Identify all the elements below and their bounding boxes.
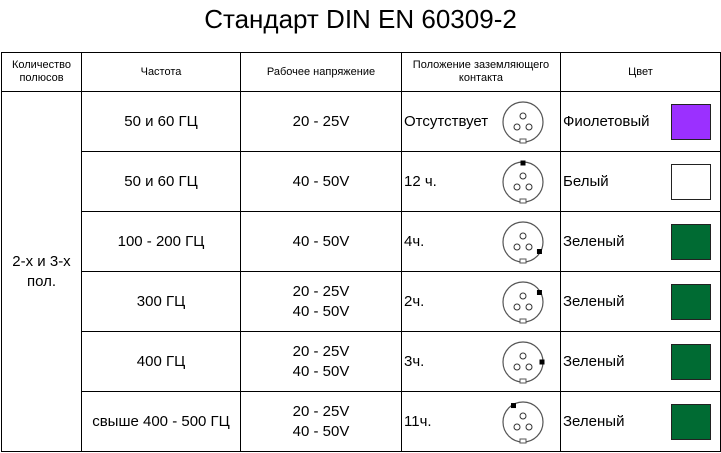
socket-2h-icon — [500, 279, 546, 325]
poles-cell: 2-х и 3-х пол. — [2, 92, 82, 452]
socket-4h-icon — [500, 219, 546, 265]
voltage-cell — [241, 392, 402, 452]
table-row — [2, 92, 721, 152]
color-name: Зеленый — [563, 292, 625, 310]
ground-position-text: 11ч. — [404, 412, 432, 430]
frequency-cell: 300 ГЦ — [82, 272, 241, 332]
color-name: Зеленый — [563, 412, 625, 430]
standard-table — [1, 52, 721, 452]
voltage-value: 20 - 25V — [292, 402, 350, 420]
table-row — [2, 272, 721, 332]
socket-3h-icon — [500, 339, 546, 385]
ground-position-cell — [402, 332, 561, 392]
ground-position-text: Отсутствует — [404, 112, 489, 130]
color-cell — [561, 272, 721, 332]
color-cell — [561, 152, 721, 212]
color-swatch — [671, 224, 711, 260]
ground-position-cell — [402, 392, 561, 452]
ground-position-cell — [402, 212, 561, 272]
ground-position-text: 12 ч. — [404, 172, 437, 190]
color-swatch — [671, 344, 711, 380]
voltage-cell — [241, 212, 402, 272]
page-title: Стандарт DIN EN 60309-2 — [204, 4, 517, 34]
color-cell — [561, 92, 721, 152]
header-voltage: Рабочее напряжение — [241, 53, 402, 92]
voltage-cell — [241, 272, 402, 332]
voltage-value: 20 - 25V — [292, 112, 350, 130]
socket-12h-icon — [500, 159, 546, 205]
color-swatch — [671, 404, 711, 440]
ground-position-text: 2ч. — [404, 292, 425, 310]
table-row — [2, 392, 721, 452]
ground-position-text: 4ч. — [404, 232, 425, 250]
ground-position-text: 3ч. — [404, 352, 425, 370]
header-frequency: Частота — [82, 53, 241, 92]
ground-position-cell — [402, 92, 561, 152]
color-swatch — [671, 164, 711, 200]
ground-position-cell — [402, 152, 561, 212]
color-swatch — [671, 284, 711, 320]
ground-position-cell — [402, 272, 561, 332]
header-ground-position: Положение заземляющего контакта — [402, 53, 561, 92]
frequency-cell: 50 и 60 ГЦ — [82, 152, 241, 212]
voltage-value: 40 - 50V — [292, 232, 350, 250]
voltage-cell — [241, 152, 402, 212]
voltage-value: 20 - 25V — [292, 342, 350, 360]
frequency-cell: 400 ГЦ — [82, 332, 241, 392]
color-cell — [561, 392, 721, 452]
voltage-value: 40 - 50V — [292, 422, 350, 440]
voltage-cell — [241, 92, 402, 152]
color-name: Фиолетовый — [563, 112, 650, 130]
header-row — [2, 53, 721, 92]
table-row — [2, 332, 721, 392]
socket-11h-icon — [500, 399, 546, 445]
voltage-value: 20 - 25V — [292, 282, 350, 300]
color-name: Белый — [563, 172, 609, 190]
frequency-cell: 100 - 200 ГЦ — [82, 212, 241, 272]
voltage-cell — [241, 332, 402, 392]
color-cell — [561, 332, 721, 392]
table-row — [2, 212, 721, 272]
voltage-value: 40 - 50V — [292, 362, 350, 380]
color-swatch — [671, 104, 711, 140]
voltage-value: 40 - 50V — [292, 172, 350, 190]
socket-no-ground-icon — [500, 99, 546, 145]
header-color: Цвет — [561, 53, 721, 92]
color-name: Зеленый — [563, 352, 625, 370]
voltage-value: 40 - 50V — [292, 302, 350, 320]
color-name: Зеленый — [563, 232, 625, 250]
color-cell — [561, 212, 721, 272]
frequency-cell: свыше 400 - 500 ГЦ — [82, 392, 241, 452]
frequency-cell: 50 и 60 ГЦ — [82, 92, 241, 152]
table-row — [2, 152, 721, 212]
header-poles: Количество полюсов — [2, 53, 82, 92]
